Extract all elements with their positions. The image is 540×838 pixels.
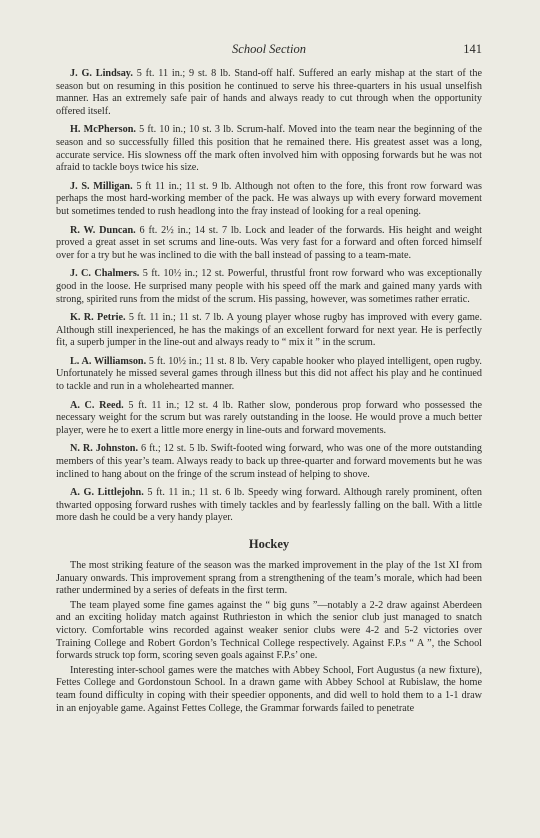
player-details: 5 ft. 10½ in.; 11 st. 8 lb. Very capable hooker who played intelligent, open rugby. Unfortunately he missed several games through illness but this did not affect his play and he continued to tackle and run in a wholehearted manner. [56,355,482,393]
player-details: 5 ft 11 in.; 11 st. 9 lb. Although not often to the fore, this front row forward was perhaps the most hard-working member of the pack. He was always up with every forward movement but sometimes tended to rush headlong into the fray instead of looking for a real opening. [56,180,482,217]
player-entry [56,124,482,174]
hockey-heading: Hockey [248,537,290,551]
player-details: 6 ft. 2½ in.; 14 st. 7 lb. Lock and leader of the forwards. His height and weight proved a great asset in set scrums and line-outs. Was very fast for a forward and often forced himself over for a try but he was inclined to die with the ball instead of passing to a team-mate. [56,224,482,261]
player-details: 5 ft. 10 in.; 10 st. 3 lb. Scrum-half. Moved into the team near the beginning of the season and so successfully filled this position that he remained there. His greatest asset was a long, accurate service. His slowness off the mark often involved him with opposing forwards but he was not afraid to tackle boys twice his size. [56,124,483,174]
player-details: 5 ft. 11 in.; 11 st. 6 lb. Speedy wing forward. Although rarely prominent, often thwarted opposing forward rushes with timely tackles and by fearlessly falling on the ball. With a little more dash he could be a very handy player. [56,487,482,524]
player-entry [56,487,482,525]
player-name: K. R. Petrie. [70,312,126,324]
player-entry [56,225,482,263]
player-details: 5 ft. 11 in.; 9 st. 8 lb. Stand-off half. Suffered an early mishap at the start of the season but on resuming in this position he continued to serve his three-quarters in his usual unselfish manner. Has an extremely safe pair of hands and always ready to cut through when the opportunity offered itself. [56,68,482,117]
hockey-paragraph: Interesting inter-school games were the matches with Abbey School, Fort Augustus (a new fixture), Fettes College and Gordonstoun School. In a drawn game with Abbey School at Rubislaw, the home team found difficulty in coping with their speedier opponents, and did well to hold them to a 1-1 draw in an enjoyable game. Against Fettes College, the Grammar forwards failed to penetrate [56,664,482,714]
player-name: R. W. Duncan. [70,224,136,236]
player-entry [56,68,482,118]
player-entry [56,312,482,350]
player-name: J. S. Milligan. [70,180,133,192]
player-name: A. G. Littlejohn. [70,487,144,499]
player-name: J. C. Chalmers. [70,268,140,280]
hockey-paragraph: The team played some fine games against the “ big guns ”—notably a 2-2 draw against Aberdeen and an exciting holiday match against Ruthrieston in which the senior club just managed to snatch victory. Comfortable wins recorded against weaker senior clubs were 4-2 and 5-2 victories over Training College and Robert Gordon’s Technical College respectively. Against F.P.s “ A ”, the School forwards struck top form, scoring seven goals against F.P.s’ one. [56,599,482,662]
player-name: N. R. Johnston. [70,443,138,455]
player-name: J. G. Lindsay. [70,68,133,79]
hockey-paragraph: The most striking feature of the season was the marked improvement in the play of the 1st XI from January onwards. This improvement sprang from a strengthening of the team’s morale, which had been rather undermined by a series of defeats in the first term. [56,560,482,597]
player-details: 5 ft. 11 in.; 11 st. 7 lb. A young player whose rugby has improved with every game. Although still inexperienced, he has the makings of an excellent forward for next year. He is perfectly fit, a superb jumper in the line-out and always ready to “ mix it ” in the scrum. [56,312,482,349]
player-entry [56,356,482,394]
player-name: L. A. Williamson. [70,355,147,367]
player-entry [56,268,482,306]
page-header [56,42,482,60]
player-details: 6 ft.; 12 st. 5 lb. Swift-footed wing forward, who was one of the more outstanding members of this year’s team. Always ready to back up three-quarter and forward movements but he was inclined to hang about on the fringe of the scrum instead of helping to shove. [56,443,482,480]
player-entry [56,181,482,219]
section-title: School Section [232,42,306,56]
player-entry [56,443,482,481]
player-entry [56,400,482,438]
page-number: 141 [463,42,482,56]
player-details: 5 ft. 10½ in.; 12 st. Powerful, thrustful front row forward who was exceptionally good in the loose. He surprised many people with his speed off the mark and gained many yards with strong, spirited runs from the midst of the scrum. His passing, however, was sometimes rather erratic. [56,268,482,305]
player-details: 5 ft. 11 in.; 12 st. 4 lb. Rather slow, ponderous prop forward who possessed the necessary weight for the scrum but was rarely outstanding in the loose. He would prove a much better player, were he to exert a little more energy in line-outs and forward movements. [56,399,483,436]
player-name: A. C. Reed. [70,399,124,411]
player-name: H. McPherson. [70,124,136,136]
